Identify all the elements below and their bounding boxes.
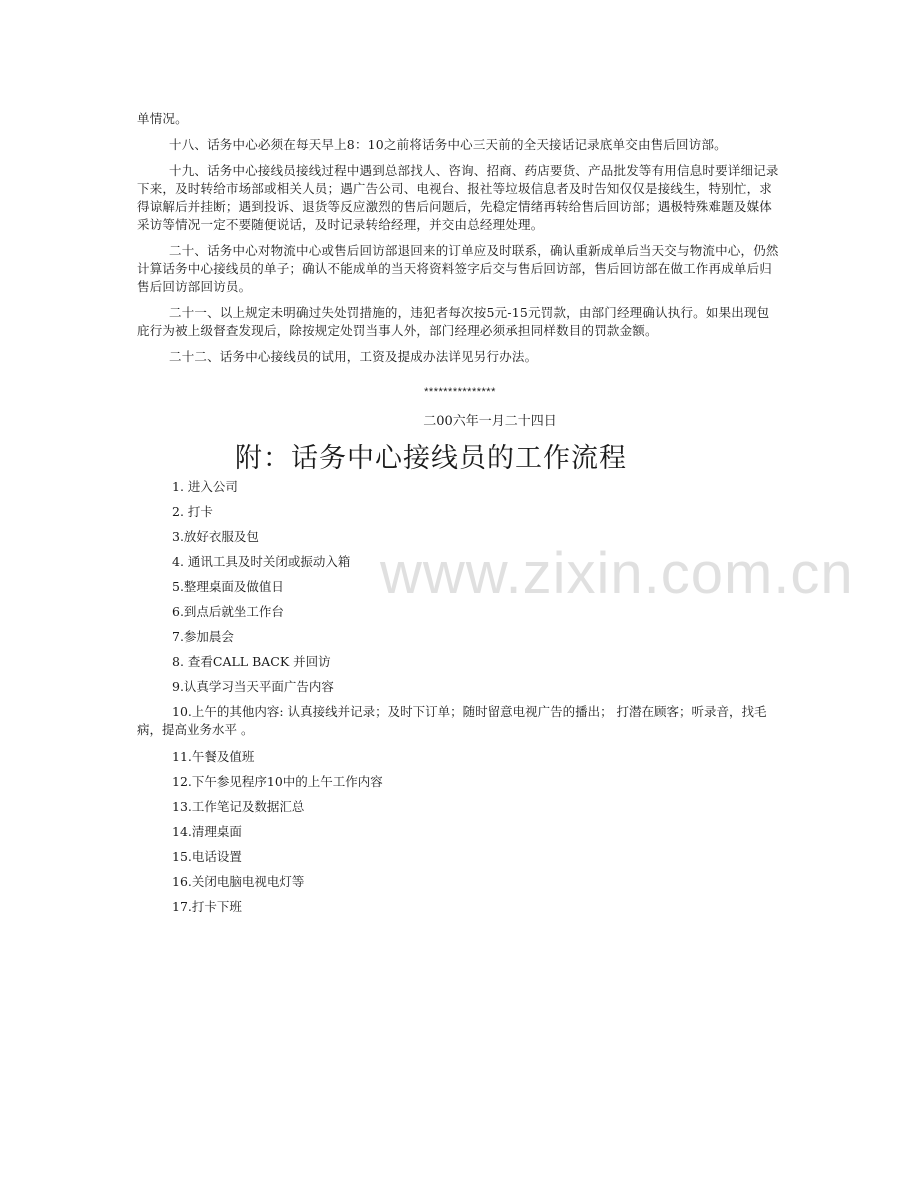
- workflow-step: 9.认真学习当天平面广告内容: [172, 679, 334, 694]
- workflow-step: 6.到点后就坐工作台: [172, 604, 284, 619]
- workflow-step: 11.午餐及值班: [172, 749, 255, 764]
- workflow-step: 15.电话设置: [172, 849, 242, 864]
- paragraph-rule-20: 二十、话务中心对物流中心或售后回访部退回来的订单应及时联系，确认重新成单后当天交与物流中心，仍然计算话务中心接线员的单子；确认不能成单的当天将资料签字后交与售后回访部，售后回访部在做工作再成单后归售后回访部回访员。: [137, 243, 779, 294]
- paragraph-0: 单情况。: [137, 111, 188, 126]
- workflow-step: 3.放好衣服及包: [172, 529, 259, 544]
- paragraph-rule-22: 二十二、话务中心接线员的试用，工资及提成办法详见另行办法。: [169, 349, 538, 364]
- workflow-step: 4. 通讯工具及时关闭或振动入箱: [172, 554, 351, 569]
- workflow-step: 10.上午的其他内容: 认真接线并记录；及时下订单；随时留意电视广告的播出； 打潜在顾客；听录音，找毛病，提高业务水平 。: [137, 704, 767, 737]
- workflow-steps-list: [137, 478, 787, 923]
- workflow-step: 2. 打卡: [172, 504, 213, 519]
- workflow-step: 8. 查看CALL BACK 并回访: [172, 654, 331, 669]
- workflow-step: 13.工作笔记及数据汇总: [172, 799, 305, 814]
- workflow-step: 7.参加晨会: [172, 629, 234, 644]
- workflow-step: 5.整理桌面及做值日: [172, 579, 284, 594]
- workflow-step: 16.关闭电脑电视电灯等: [172, 874, 305, 889]
- workflow-step: 17.打卡下班: [172, 899, 242, 914]
- workflow-step: 12.下午参见程序10中的上午工作内容: [172, 774, 383, 789]
- paragraph-rule-18: 十八、话务中心必须在每天早上8：10之前将话务中心三天前的全天接话记录底单交由售后回访部。: [169, 137, 727, 152]
- workflow-step: 14.清理桌面: [172, 824, 242, 839]
- watermark: www.zixin.com.cn: [380, 541, 854, 606]
- paragraph-rule-19: 十九、话务中心接线员接线过程中遇到总部找人、咨询、招商、药店要货、产品批发等有用信息时要详细记录下来，及时转给市场部或相关人员；遇广告公司、电视台、报社等垃圾信息者及时告知仅仅是接线生，特别忙，求得谅解后并挂断；遇到投诉、退货等反应激烈的售后问题后，先稳定情绪再转给售后回访部；遇极特殊难题及媒体采访等情况一定不要随便说话，及时记录转给经理，并交由总经理处理。: [137, 163, 779, 232]
- appendix-title: 附：话务中心接线员的工作流程: [235, 443, 627, 474]
- document-date: 二00六年一月二十四日: [423, 414, 557, 429]
- workflow-step: 1. 进入公司: [172, 479, 238, 494]
- separator-stars: ***************: [424, 386, 496, 398]
- rules-section: [137, 110, 782, 374]
- paragraph-rule-21: 二十一、以上规定未明确过失处罚措施的，违犯者每次按5元-15元罚款，由部门经理确认执行。如果出现包庇行为被上级督查发现后，除按规定处罚当事人外，部门经理必须承担同样数目的罚款金额。: [137, 305, 770, 338]
